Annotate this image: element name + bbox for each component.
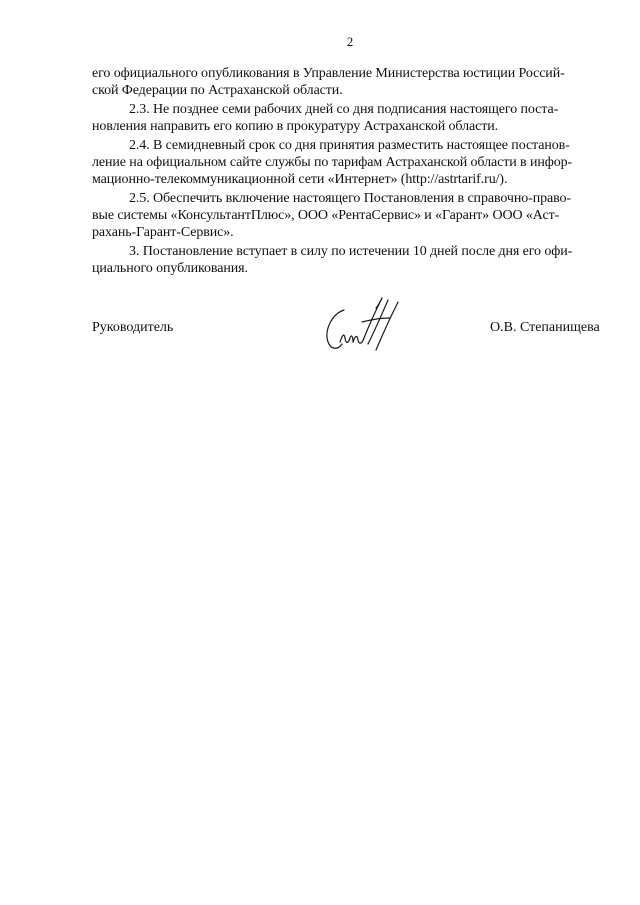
paragraph-2-3-line: 2.3. Не позднее семи рабочих дней со дня подписания настоящего поста-	[129, 102, 559, 117]
text-line: ление на официальном сайте службы по тарифам Астраханской области в инфор-	[92, 155, 573, 170]
text-line: вые системы «КонсультантПлюс», ООО «РентаСервис» и «Гарант» ООО «Аст-	[92, 208, 560, 223]
paragraph-2-4-line: 2.4. В семидневный срок со дня принятия разместить настоящее постанов-	[129, 138, 570, 153]
page-number: 2	[346, 34, 354, 49]
paragraph-2-5-line: 2.5. Обеспечить включение настоящего Постановления в справочно-право-	[129, 191, 571, 206]
handwritten-signature	[318, 292, 408, 356]
text-line: его официального опубликования в Управление Министерства юстиции Россий-	[92, 66, 565, 81]
signatory-name: О.В. Степанищева	[490, 320, 600, 335]
text-line: ской Федерации по Астраханской области.	[92, 83, 343, 98]
text-line: новления направить его копию в прокуратуру Астраханской области.	[92, 119, 499, 134]
text-line: мационно-телекоммуникационной сети «Интернет» (http://astrtarif.ru/).	[92, 172, 508, 187]
text-line: циального опубликования.	[92, 261, 248, 276]
text-line: рахань-Гарант-Сервис».	[92, 225, 234, 240]
paragraph-3-line: 3. Постановление вступает в силу по истечении 10 дней после дня его офи-	[129, 244, 573, 259]
signatory-role: Руководитель	[92, 320, 174, 335]
